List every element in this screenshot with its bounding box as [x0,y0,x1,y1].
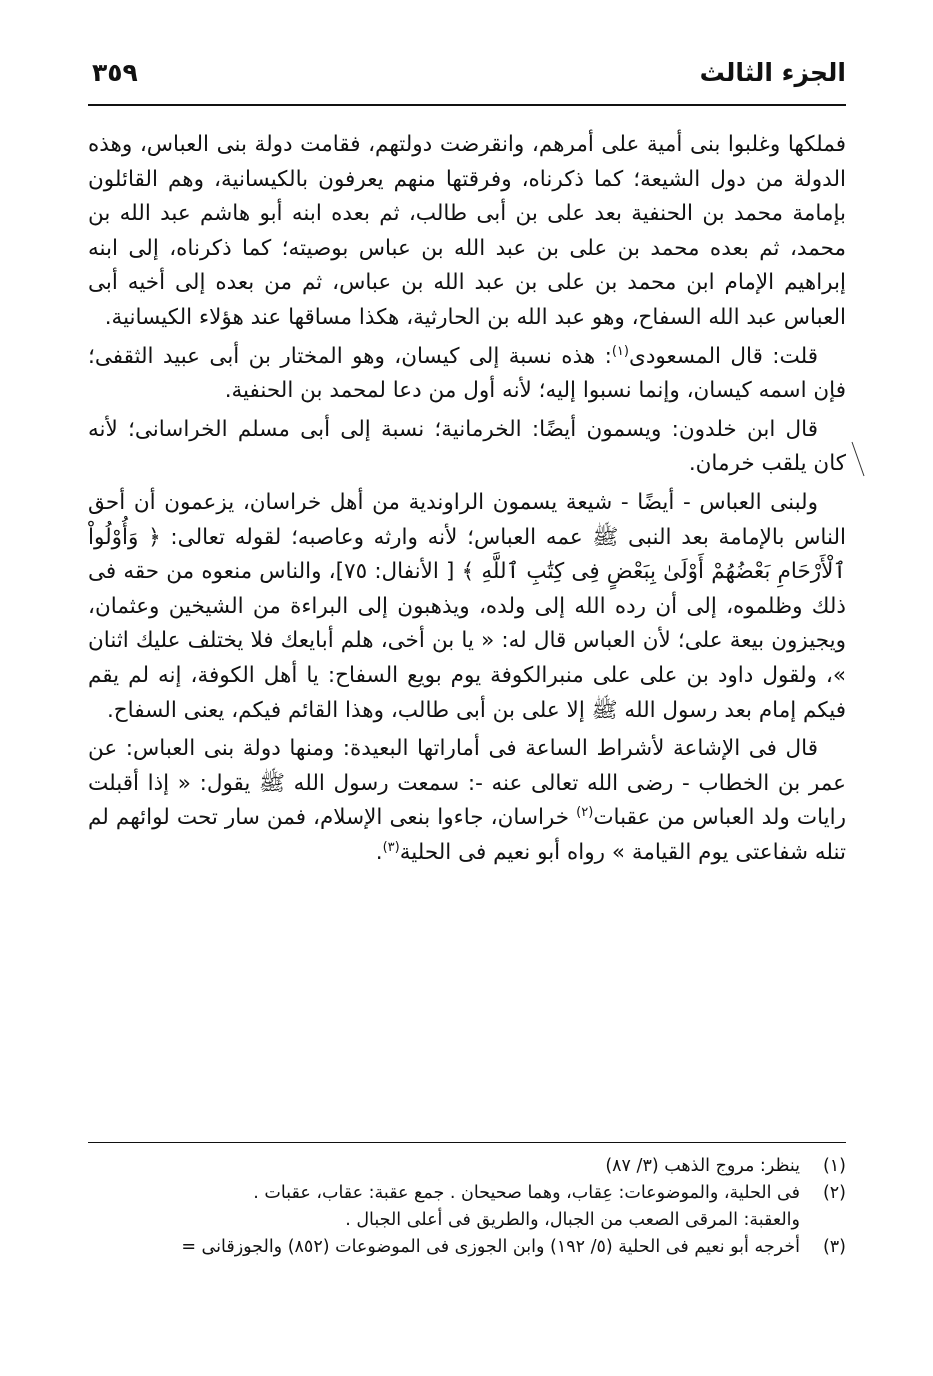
footnote [88,1234,846,1261]
footnote-number: (٢) [822,1183,846,1203]
paragraph-text: قلت: قال المسعودى [628,343,818,369]
footnote-ref: (١) [611,343,629,359]
footnote-number: (١) [822,1156,846,1176]
page-header [88,52,846,106]
paragraph: ولبنى العباس - أيضًا - شيعة يسمون الراوندية من أهل خراسان، يزعمون أن أحق الناس بالإمامة بعد النبى ﷺ عمه العباس؛ لأنه وارثه وعاصبه؛ لقوله تعالى: ﴿ وَأُوْلُواْ ٱلْأَرْحَامِ بَعْضُهُمْ أَوْلَىٰ بِبَعْضٍ فِى كِتَٰبِ ٱللَّهِ ﴾ [ الأنفال: ٧٥]، والناس منعوه من حقه فى ذلك وظلموه، إلى أن رده الله إلى ولده، ويذهبون إلى البراءة من الشيخين وعثمان، ويجيزون بيعة على؛ لأن العباس قال له: « يا بن أخى، هلم أبايعك فلا يختلف عليك اثنان »، ولقول داود بن على على منبرالكوفة يوم بويع السفاح: يا أهل الكوفة، إنه لم يقم فيكم إمام بعد رسول الله ﷺ إلا على بن أبى طالب، وهذا القائم فيكم، يعنى السفاح. [88,489,846,723]
paragraph: قال ابن خلدون: ويسمون أيضًا: الخرمانية؛ نسبة إلى أبى مسلم الخراسانى؛ لأنه كان يلقب خرمان. [88,416,846,477]
footnote [88,1180,846,1207]
footnote-text: أخرجه أبو نعيم فى الحلية (٥/ ١٩٢) وابن الجوزى فى الموضوعات (٨٥٢) والجوزقانى = [181,1237,800,1257]
footnote-continuation: والعقبة: المرقى الصعب من الجبال، والطريق فى أعلى الجبال . [345,1210,800,1230]
paragraph-text: خراسان، جاءوا بنعى الإسلام، فمن سار تحت لوائهم لم تنله شفاعتى يوم القيامة » رواه أبو نعيم فى الحلية [88,805,846,865]
footnote-text: فى الحلية، والموضوعات: عِقاب، وهما صحيحان . جمع عقبة: عقاب، عقبات . [253,1183,800,1203]
margin-mark [850,440,868,480]
footnotes [88,1142,846,1261]
footnote [88,1153,846,1180]
main-text [88,128,846,874]
running-title: الجزء الثالث [699,58,846,87]
footnote-number: (٣) [822,1237,846,1257]
paragraph [88,340,846,409]
paragraph-text: : هذه نسبة إلى كيسان، وهو المختار بن أبى عبيد الثقفى؛ فإن اسمه كيسان، وإنما نسبوا إليه؛ لأنه أول من دعا لمحمد بن الحنفية. [88,343,846,404]
paragraph-text: . [375,839,383,865]
paragraph-text: قال فى الإشاعة لأشراط الساعة فى أماراتها البعيدة: ومنها دولة بنى العباس: عن عمر بن الخطاب - رضى الله تعالى عنه -: سمعت رسول الله ﷺ يقول: « إذا أقبلت رايات ولد العباس من عقبات [88,736,846,831]
footnote-text: ينظر: مروج الذهب (٣/ ٨٧) [605,1156,800,1176]
paragraph [88,732,846,870]
paragraph: فملكها وغلبوا بنى أمية على أمرهم، وانقرضت دولتهم، فقامت دولة بنى العباس، وهذه الدولة من دول الشيعة؛ كما ذكرناه، وفرقتها منهم يعرفون بالكيسانية، وهم القائلون بإمامة محمد بن الحنفية بعد على بن أبى طالب، ثم بعده ابنه أبو هاشم عبد الله بن محمد، ثم بعده محمد بن على بن عبد الله بن عباس بوصيته؛ كما ذكرناه، إلى ابنه إبراهيم الإمام ابن محمد بن على بن عبد الله بن عباس، ثم من بعده إلى أخيه أبى العباس عبد الله السفاح، وهو عبد الله بن الحارثية، هكذا مساقها عند هؤلاء الكيسانية. [88,132,846,330]
footnote-ref: (٢) [576,805,594,821]
footnote-ref: (٣) [382,839,400,855]
page-number: ٣٥٩ [92,58,138,87]
